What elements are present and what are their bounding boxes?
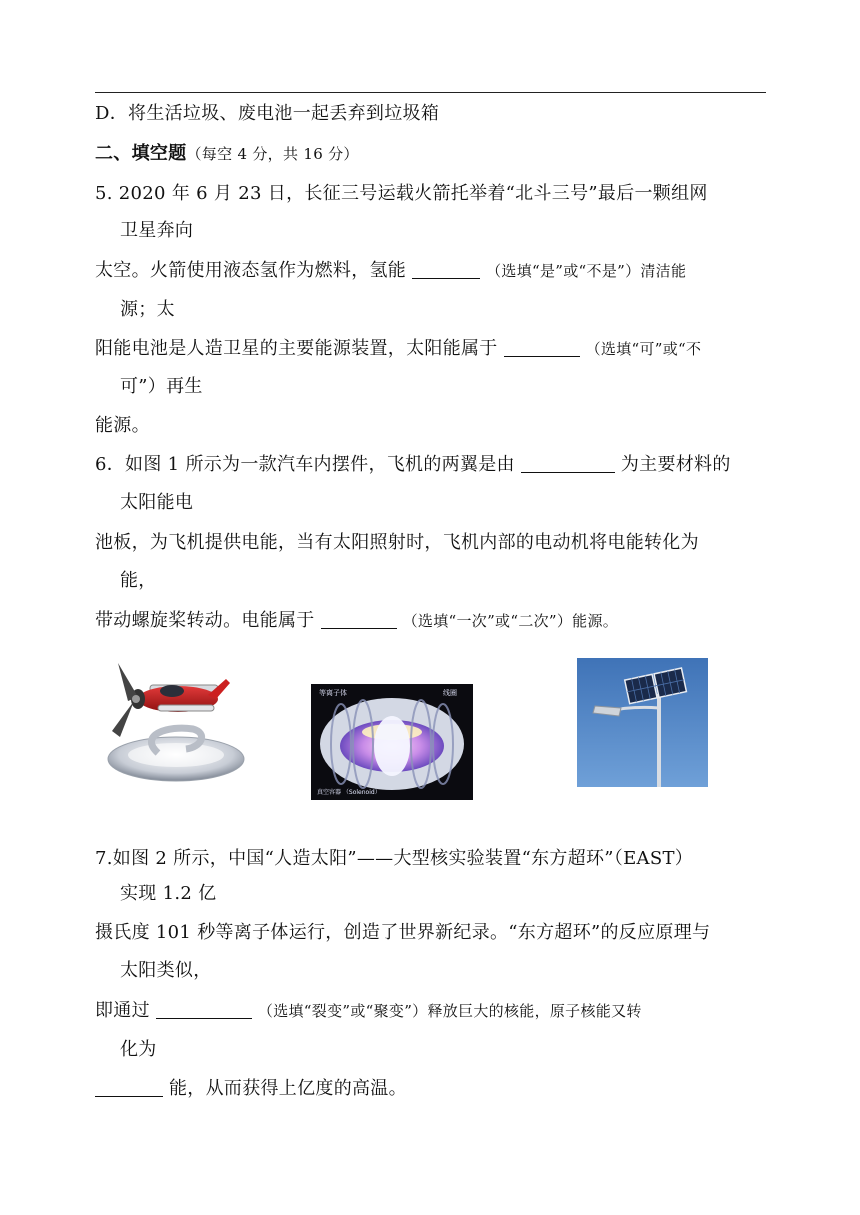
q7-line-7-text: 能，从而获得上亿度的高温。	[169, 1078, 407, 1099]
figure2-label-plasma: 等离子体	[319, 689, 347, 697]
figure2-label-vessel: 真空容器 （Solenoid）	[317, 789, 381, 796]
q5-line-5	[95, 337, 701, 361]
east-tokamak-figure	[311, 684, 473, 800]
q6-line-5	[95, 609, 618, 633]
solar-street-light-figure	[577, 658, 708, 787]
q5-line-3-text-a: 太空。火箭使用液态氢作为燃料，氢能	[95, 260, 407, 281]
section-note: （每空 4 分，共 16 分）	[186, 145, 359, 163]
header-rule	[95, 92, 766, 93]
q6-line-5-text-b: （选填“一次”或“二次”）能源。	[402, 612, 619, 630]
q6-blank-2[interactable]	[321, 610, 397, 629]
q7-line-1: 7.如图 2 所示，中国“人造太阳”——大型核实验装置“东方超环”（EAST）	[95, 848, 694, 869]
q7-line-7	[95, 1077, 407, 1101]
q7-line-3: 摄氏度 101 秒等离子体运行，创造了世界新纪录。“东方超环”的反应原理与	[95, 922, 711, 943]
q7-line-6: 化为	[120, 1039, 157, 1060]
q5-line-2: 卫星奔向	[120, 220, 194, 241]
q7-line-5	[95, 999, 642, 1023]
airplane-ornament-figure	[98, 655, 248, 785]
q7-blank-2[interactable]	[95, 1078, 163, 1097]
option-d: D．将生活垃圾、废电池一起丢弃到垃圾箱	[95, 103, 440, 124]
q5-line-5-text-b: （选填“可”或“不	[585, 340, 702, 358]
q5-blank-2[interactable]	[504, 338, 580, 357]
section-heading	[95, 142, 359, 166]
q7-line-5-text-a: 即通过	[95, 1000, 150, 1021]
q5-line-5-text-a: 阳能电池是人造卫星的主要能源装置，太阳能属于	[95, 338, 498, 359]
q5-line-3	[95, 259, 686, 283]
q6-line-4: 能，	[120, 570, 157, 591]
q6-blank-1[interactable]	[521, 454, 615, 473]
q6-line-1-text-a: 6．如图 1 所示为一款汽车内摆件，飞机的两翼是由	[95, 454, 515, 475]
q5-line-3-text-b: （选填“是”或“不是”）清洁能	[486, 262, 687, 280]
q6-line-1	[95, 453, 731, 477]
q6-line-3: 池板，为飞机提供电能，当有太阳照射时，飞机内部的电动机将电能转化为	[95, 532, 699, 553]
q5-line-1: 5. 2020 年 6 月 23 日，长征三号运载火箭托举着“北斗三号”最后一颗组网	[95, 183, 708, 204]
q6-line-2: 太阳能电	[120, 492, 194, 513]
q5-line-6: 可”）再生	[120, 376, 203, 397]
q5-line-4: 源；太	[120, 299, 175, 320]
q6-line-1-text-b: 为主要材料的	[620, 454, 731, 475]
section-title: 二、填空题	[95, 143, 187, 164]
q6-line-5-text-a: 带动螺旋桨转动。电能属于	[95, 610, 315, 631]
q7-line-4: 太阳类似，	[120, 960, 212, 981]
q7-line-5-text-b: （选填“裂变”或“聚变”）释放巨大的核能，原子核能又转	[257, 1002, 642, 1020]
q5-blank-1[interactable]	[412, 260, 480, 279]
q5-line-7: 能源。	[95, 415, 150, 436]
q7-line-2: 实现 1.2 亿	[120, 883, 217, 904]
figure2-label-coil: 线圈	[443, 689, 457, 697]
q7-blank-1[interactable]	[156, 1000, 252, 1019]
